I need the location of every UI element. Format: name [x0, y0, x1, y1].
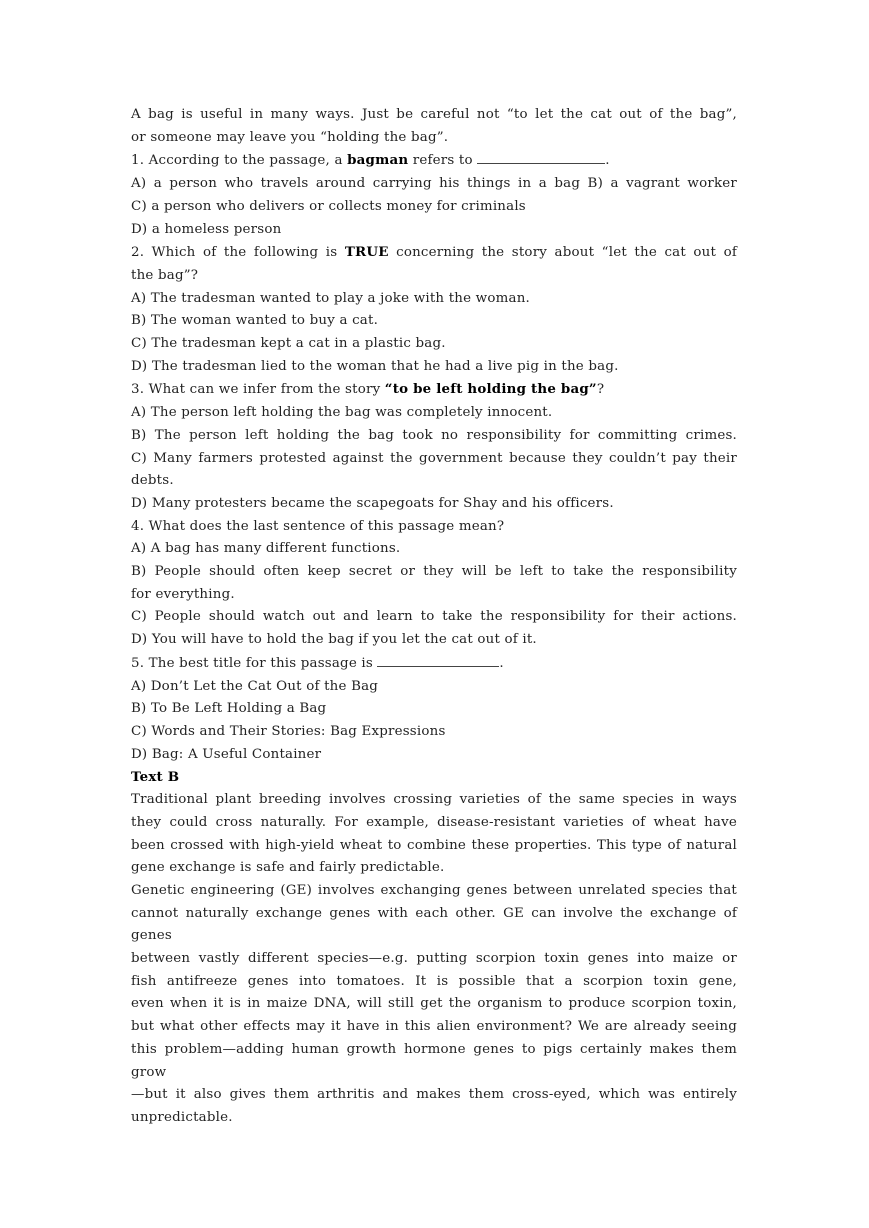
option-line: debts. — [131, 473, 174, 489]
option-line: A) The tradesman wanted to play a joke with the woman. — [131, 290, 530, 306]
option-line: A) a person who travels around carrying his things in a bag B) a vagrant worker — [131, 176, 737, 192]
question-3 — [131, 378, 737, 402]
option-line: for everything. — [131, 586, 235, 602]
paragraph-line: Traditional plant breeding involves crossing varieties of the same species in ways — [131, 792, 737, 808]
question-1 — [131, 149, 737, 173]
paragraph-line: cannot naturally exchange genes with each other. GE can involve the exchange of genes — [131, 905, 737, 944]
paragraph-line: fish antifreeze genes into tomatoes. It is possible that a scorpion toxin gene, — [131, 973, 737, 989]
paragraph-line: between vastly different species—e.g. putting scorpion toxin genes into maize or — [131, 951, 737, 967]
answer-blank — [377, 652, 499, 667]
option-line: A) The person left holding the bag was completely innocent. — [131, 405, 553, 421]
paragraph-line: unpredictable. — [131, 1109, 233, 1125]
option-line: D) The tradesman lied to the woman that he had a live pig in the bag. — [131, 358, 619, 374]
option-line: C) Many farmers protested against the government because they couldn’t pay their — [131, 450, 737, 466]
question-2 — [131, 241, 737, 265]
question-3-keyword: “to be left holding the bag” — [384, 381, 597, 398]
paragraph-line: but what other effects may it have in this alien environment? We are already seeing — [131, 1019, 737, 1035]
option-line: B) The woman wanted to buy a cat. — [131, 313, 379, 329]
intro-line-1: A bag is useful in many ways. Just be careful not “to let the cat out of the bag”, — [131, 107, 737, 122]
question-3-suffix: ? — [596, 382, 605, 398]
intro-line-2: or someone may leave you “holding the bag”. — [131, 129, 449, 145]
option-line: D) a homeless person — [131, 221, 282, 237]
option-line: A) A bag has many different functions. — [131, 541, 401, 557]
question-1-prefix: 1. According to the passage, a — [131, 153, 348, 169]
question-2-keyword: TRUE — [344, 244, 389, 261]
option-line: C) Words and Their Stories: Bag Expressions — [131, 723, 446, 739]
paragraph-line: they could cross naturally. For example, disease-resistant varieties of wheat have — [131, 814, 737, 830]
paragraph-line: Genetic engineering (GE) involves exchanging genes between unrelated species that — [131, 882, 737, 898]
option-line: D) Bag: A Useful Container — [131, 746, 322, 762]
option-line: B) The person left holding the bag took no responsibility for committing crimes. — [131, 427, 737, 443]
option-line: D) Many protesters became the scapegoats for Shay and his officers. — [131, 495, 614, 511]
question-1-suffix: refers to — [408, 153, 478, 169]
option-line: A) Don’t Let the Cat Out of the Bag — [131, 678, 379, 694]
question-5-end: . — [499, 655, 504, 671]
paragraph-line: even when it is in maize DNA, will still get the organism to produce scorpion toxin, — [131, 996, 737, 1012]
question-1-keyword: bagman — [347, 152, 409, 169]
question-1-end: . — [605, 153, 610, 169]
paragraph-line: —but it also gives them arthritis and makes them cross-eyed, which was entirely — [131, 1087, 737, 1103]
question-2-line-2: the bag”? — [131, 267, 199, 283]
question-5 — [131, 652, 737, 676]
answer-blank — [477, 149, 605, 164]
option-line: B) People should often keep secret or they will be left to take the responsibility — [131, 564, 737, 580]
section-heading: Text B — [131, 769, 180, 786]
paragraph-line: been crossed with high-yield wheat to combine these properties. This type of natural — [131, 837, 737, 853]
paragraph-line: this problem—adding human growth hormone genes to pigs certainly makes them grow — [131, 1041, 737, 1080]
option-line: C) People should watch out and learn to take the responsibility for their actions. — [131, 609, 737, 625]
question-4: 4. What does the last sentence of this passage mean? — [131, 518, 505, 534]
option-line: C) a person who delivers or collects money for criminals — [131, 198, 526, 214]
document-page — [131, 104, 737, 1130]
question-2-suffix: concerning the story about “let the cat out of — [388, 245, 737, 261]
option-line: D) You will have to hold the bag if you let the cat out of it. — [131, 632, 537, 648]
question-2-prefix: 2. Which of the following is — [131, 245, 345, 261]
option-line: B) To Be Left Holding a Bag — [131, 701, 327, 717]
question-5-prefix: 5. The best title for this passage is — [131, 655, 378, 671]
paragraph-line: gene exchange is safe and fairly predictable. — [131, 860, 445, 876]
question-3-prefix: 3. What can we infer from the story — [131, 382, 385, 398]
option-line: C) The tradesman kept a cat in a plastic bag. — [131, 336, 446, 352]
